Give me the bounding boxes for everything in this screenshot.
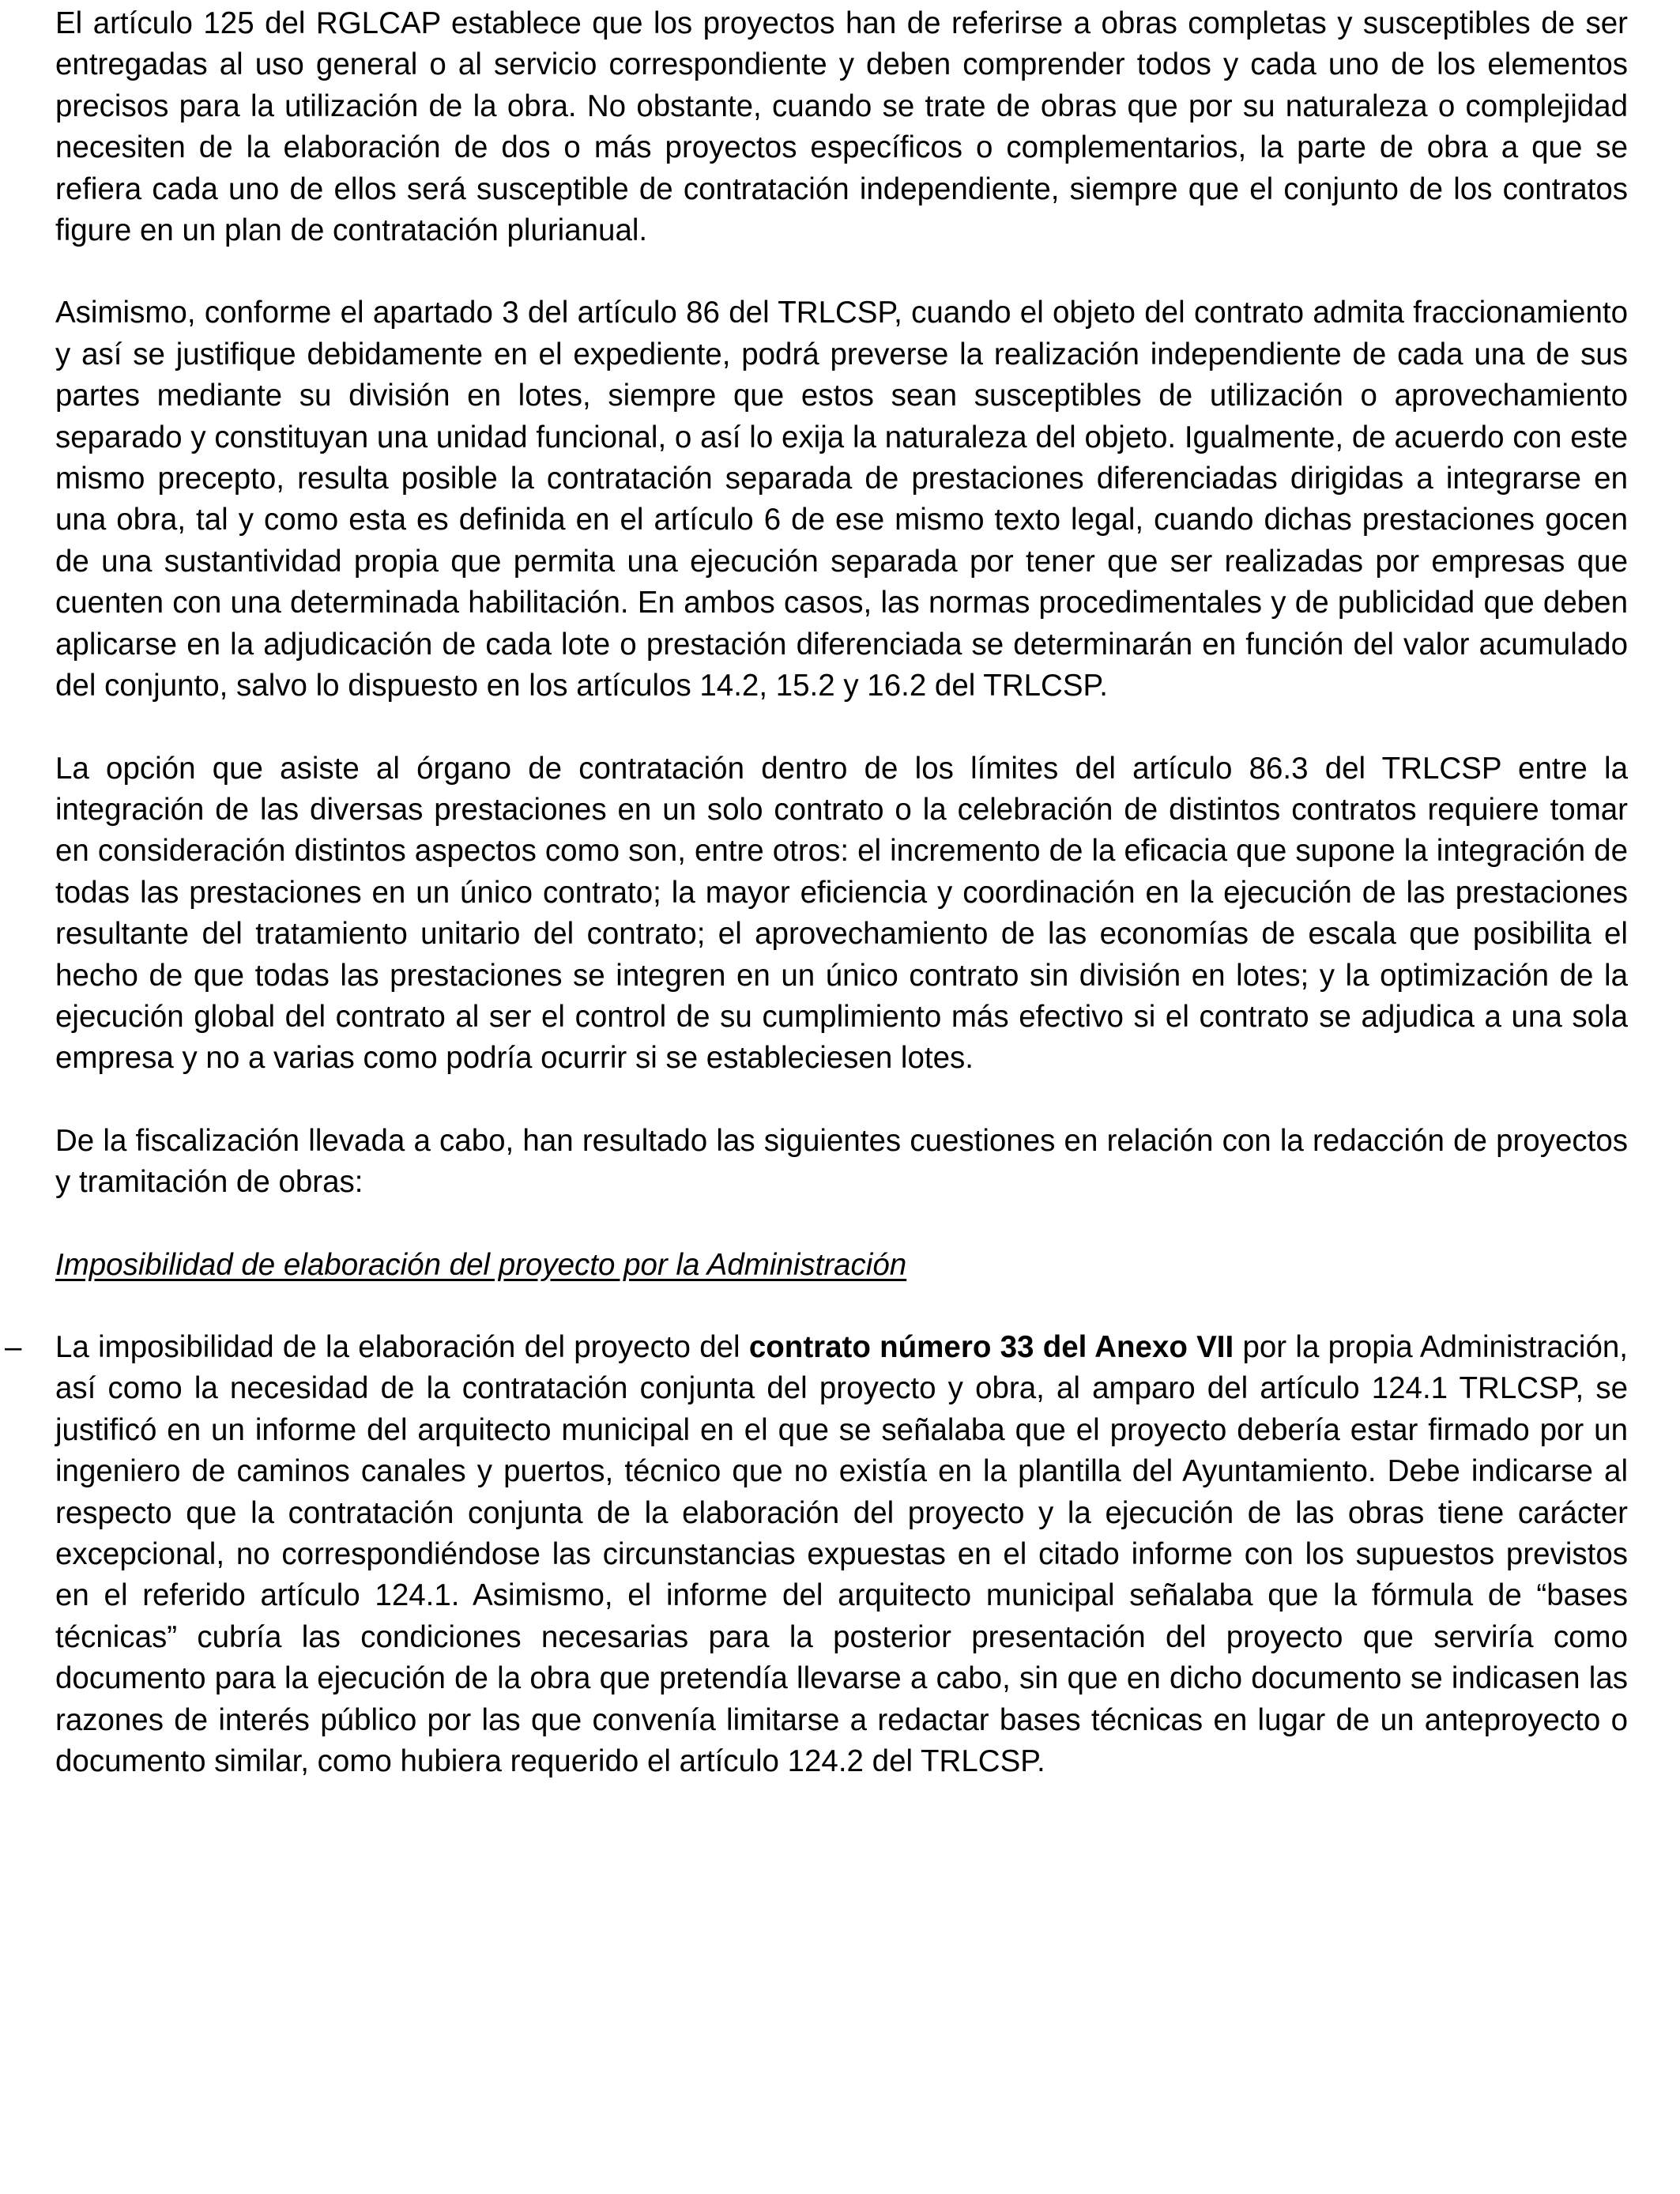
list-item-contract-33 — [5, 1327, 1629, 1782]
paragraph-spacer — [55, 707, 1628, 748]
paragraph-spacer — [55, 1286, 1628, 1327]
paragraph-audit-findings-intro: De la fiscalización llevada a cabo, han resultado las siguientes cuestiones en relación con la redacción de proyectos y tramitación de obras: — [55, 1123, 1628, 1200]
list-item-text-after: por la propia Administración, así como la necesidad de la contratación conjunta del proyecto y obra, al amparo del artículo 124.1 TRLCSP, se justificó en un informe del arquitecto municipal en el que se señalaba que el proyecto debería estar firmado por un ingeniero de caminos canales y puertos, técnico que no existía en la plantilla del Ayuntamiento. Debe indicarse al respecto que la contratación conjunta de la elaboración del proyecto y la ejecución de las obras tiene carácter excepcional, no correspondiéndose las circunstancias expuestas en el citado informe con los supuestos previstos en el referido artículo 124.1. Asimismo, el informe del arquitecto municipal señalaba que la fórmula de “bases técnicas” cubría las condiciones necesarias para la posterior presentación del proyecto que serviría como documento para la ejecución de la obra que pretendía llevarse a cabo, sin que en dicho documento se indicasen las razones de interés público por las que convenía limitarse a redactar bases técnicas en lugar de un anteproyecto o documento similar, como hubiera requerido el artículo 124.2 del TRLCSP. — [55, 1329, 1629, 1779]
list-item-text — [55, 1327, 1628, 1782]
paragraph-spacer — [55, 1204, 1628, 1245]
list-item-bold-reference: contrato número 33 del Anexo VII — [748, 1329, 1234, 1364]
paragraph-trlcsp-article-86: Asimismo, conforme el apartado 3 del artículo 86 del TRLCSP, cuando el objeto del contrato admita fraccionamiento y así se justifique debidamente en el expediente, podrá preverse la realización independiente de cada una de sus partes mediante su división en lotes, siempre que estos sean susceptibles de utilización o aprovechamiento separado y constituyan una unidad funcional, o así lo exija la naturaleza del objeto. Igualmente, de acuerdo con este mismo precepto, resulta posible la contratación separada de prestaciones diferenciadas dirigidas a integrarse en una obra, tal y como esta es definida en el artículo 6 de ese mismo texto legal, cuando dichas prestaciones gocen de una sustantividad propia que permita una ejecución separada por tener que ser realizadas por empresas que cuenten con una determinada habilitación. En ambos casos, las normas procedimentales y de publicidad que deben aplicarse en la adjudicación de cada lote o prestación diferenciada se determinarán en función del valor acumulado del conjunto, salvo lo dispuesto en los artículos 14.2, 15.2 y 16.2 del TRLCSP. — [55, 296, 1628, 703]
paragraph-contracting-options: La opción que asiste al órgano de contratación dentro de los límites del artículo 86.3 del TRLCSP entre la integración de las diversas prestaciones en un solo contrato o la celebración de distintos contratos requiere tomar en consideración distintos aspectos como son, entre otros: el incremento de la eficacia que supone la integración de todas las prestaciones en un único contrato; la mayor eficiencia y coordinación en la ejecución de las prestaciones resultante del tratamiento unitario del contrato; el aprovechamiento de las economías de escala que posibilita el hecho de que todas las prestaciones se integren en un único contrato sin división en lotes; y la optimización de la ejecución global del contrato al ser el control de su cumplimiento más efectivo si el contrato se adjudica a una sola empresa y no a varias como podría ocurrir si se estableciesen lotes. — [55, 751, 1628, 1076]
list-dash-marker: – — [5, 1329, 22, 1364]
paragraph-spacer — [55, 1080, 1628, 1121]
paragraph-rglcap-article-125: El artículo 125 del RGLCAP establece que los proyectos han de referirse a obras completas y susceptibles de ser entregadas al uso general o al servicio correspondiente y deben comprender todos y cada uno de los elementos precisos para la utilización de la obra. No obstante, cuando se trate de obras que por su naturaleza o complejidad necesiten de la elaboración de dos o más proyectos específicos o complementarios, la parte de obra a que se refiera cada uno de ellos será susceptible de contratación independiente, siempre que el conjunto de los contratos figure en un plan de contratación plurianual. — [55, 6, 1628, 248]
list-item-text-before: La imposibilidad de la elaboración del proyecto del — [55, 1329, 749, 1364]
document-page — [5, 3, 1629, 1782]
paragraph-spacer — [55, 251, 1628, 292]
section-heading: Imposibilidad de elaboración del proyecto por la Administración — [55, 1247, 907, 1282]
